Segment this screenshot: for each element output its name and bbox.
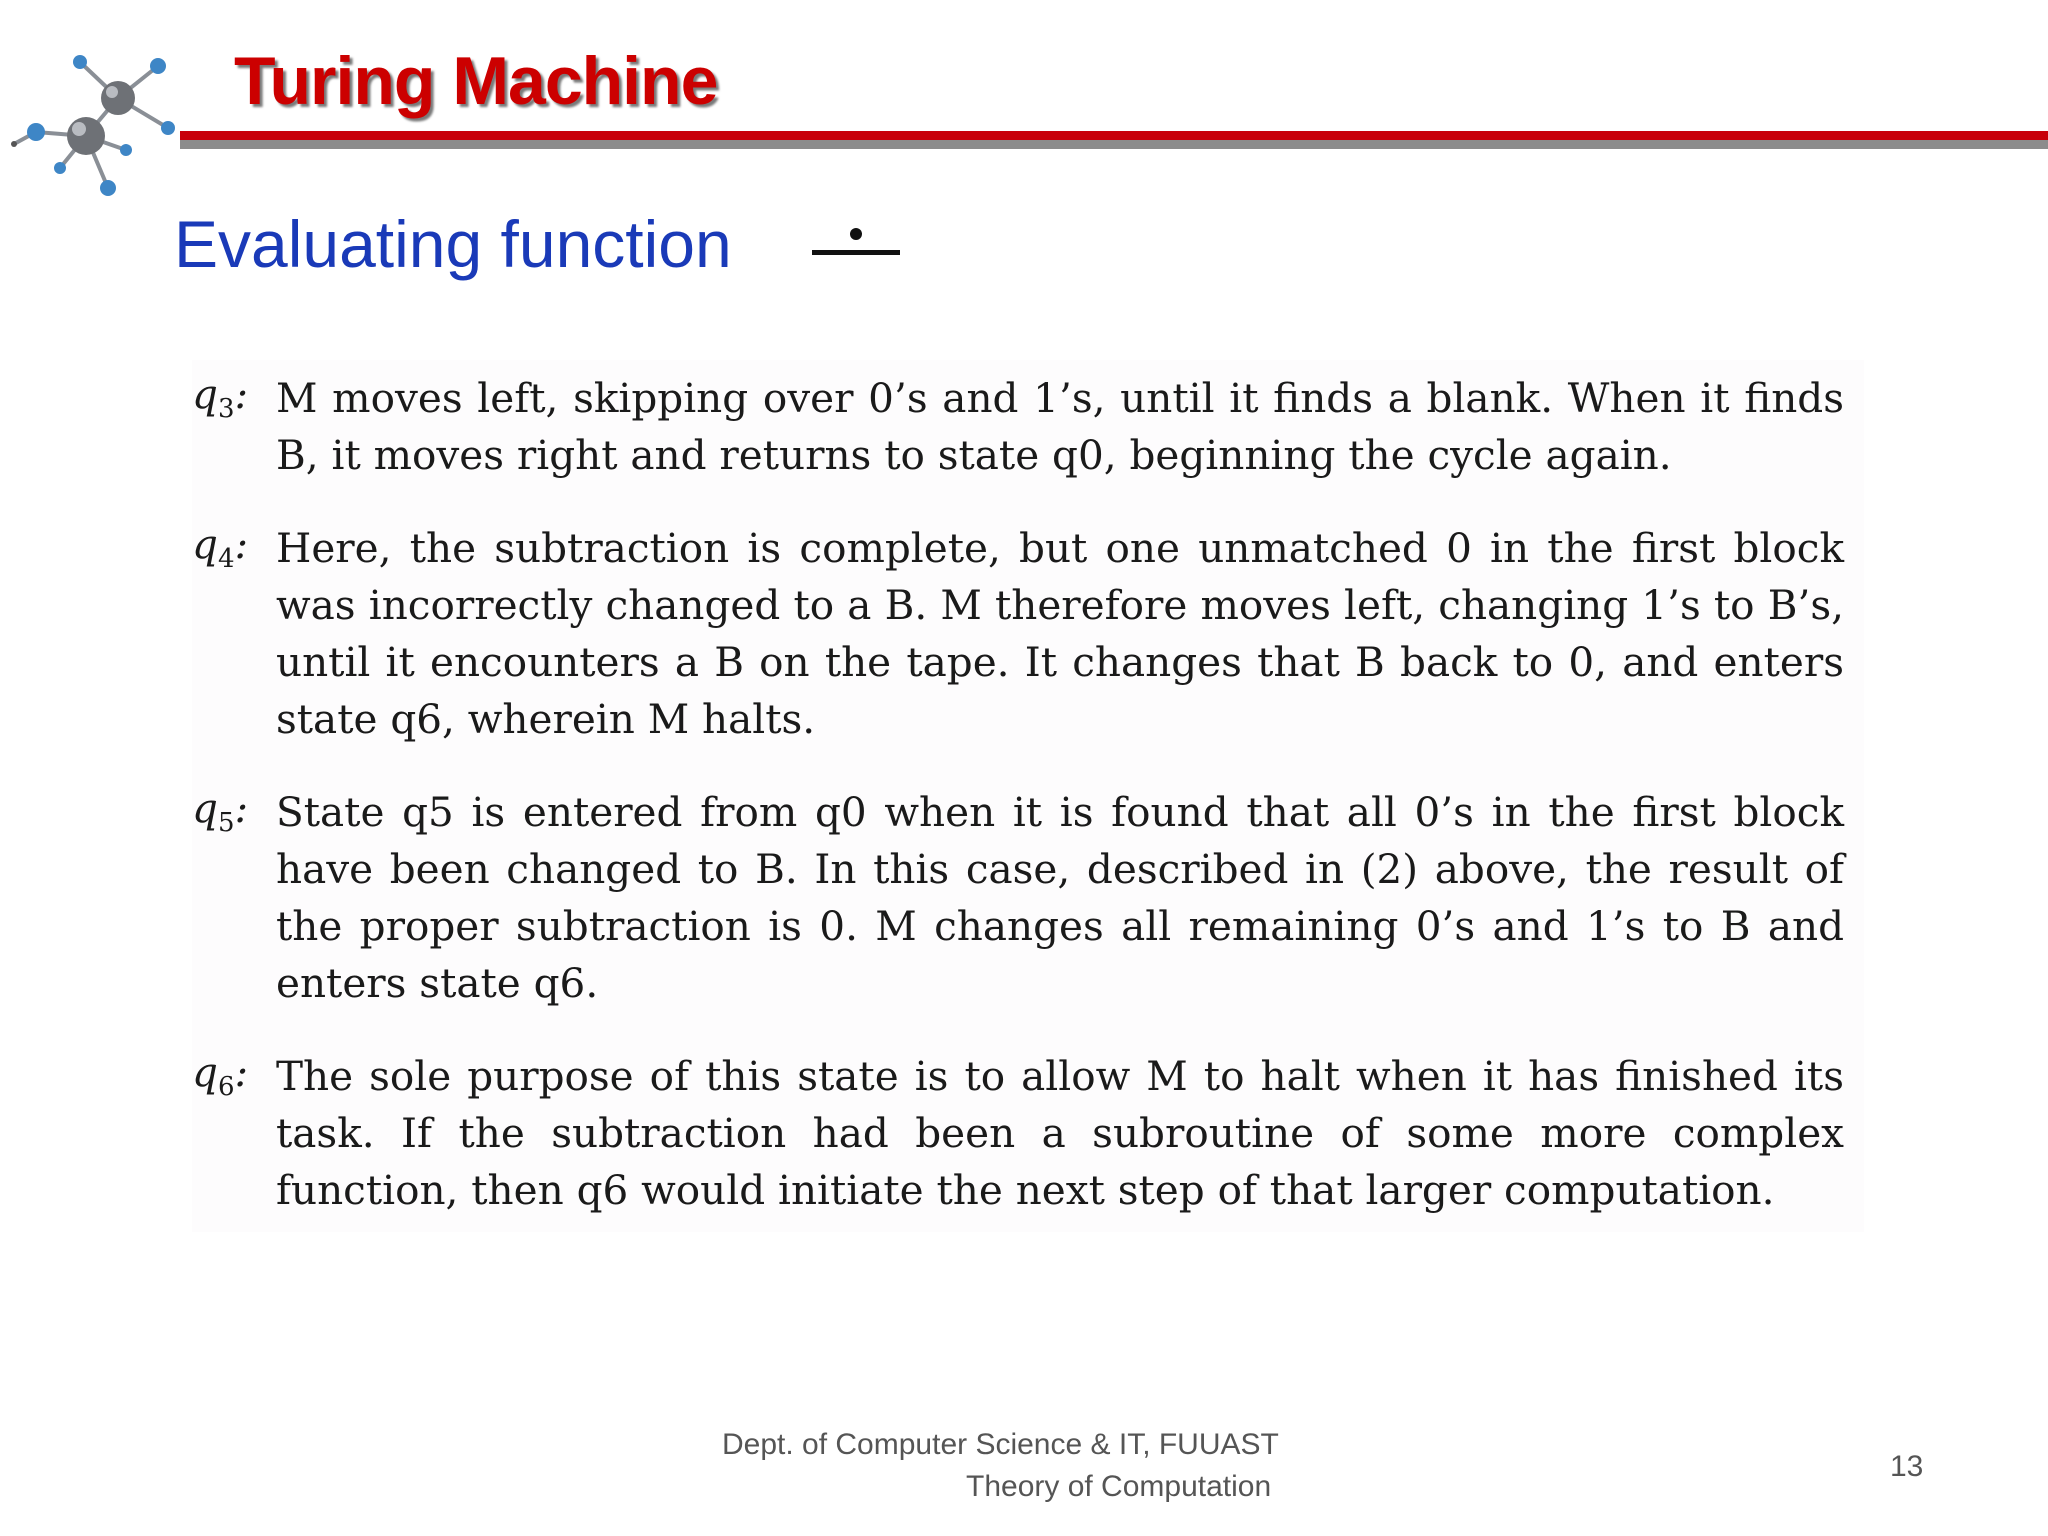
state-label: $q_6$: [192, 1048, 249, 1103]
state-description: State q5 is entered from q0 when it is found that all 0’s in the first block have been changed to B. In this case, described in (2) above, the result of the proper subtraction is 0. M changes all remaining 0’s and 1’s to B and enters state q6. [276, 788, 1844, 1007]
title-underline-red [180, 131, 2048, 140]
state-description: M moves left, skipping over 0’s and 1’s, until it finds a blank. When it finds B, it moves right and returns to state q0, beginning the cycle again. [276, 374, 1844, 479]
footer-department: Dept. of Computer Science & IT, FUUAST [722, 1428, 1279, 1461]
state-label: $q_4$: [192, 520, 249, 575]
state-description: Here, the subtraction is complete, but one unmatched 0 in the first block was incorrectly changed to a B. M therefore moves left, changing 1’s to B’s, until it encounters a B on the tape. It changes that B back to 0, and enters state q6, wherein M halts. [276, 524, 1844, 743]
footer-course: Theory of Computation [966, 1470, 1272, 1503]
page-number: 13 [1890, 1450, 1924, 1483]
monus-symbol-icon [810, 226, 902, 260]
content-block [192, 360, 1864, 1232]
slide-title: Turing Machine [234, 43, 718, 119]
title-underline-gray [180, 140, 2048, 149]
state-label: $q_3$: [192, 370, 249, 425]
slide-subtitle: Evaluating function [174, 207, 732, 281]
state-label: $q_5$: [192, 784, 249, 839]
state-description: The sole purpose of this state is to allow M to halt when it has finished its task. If the subtraction had been a subroutine of some more complex function, then q6 would initiate the next step of that larger computation. [276, 1052, 1844, 1214]
molecule-logo-icon [8, 50, 178, 200]
